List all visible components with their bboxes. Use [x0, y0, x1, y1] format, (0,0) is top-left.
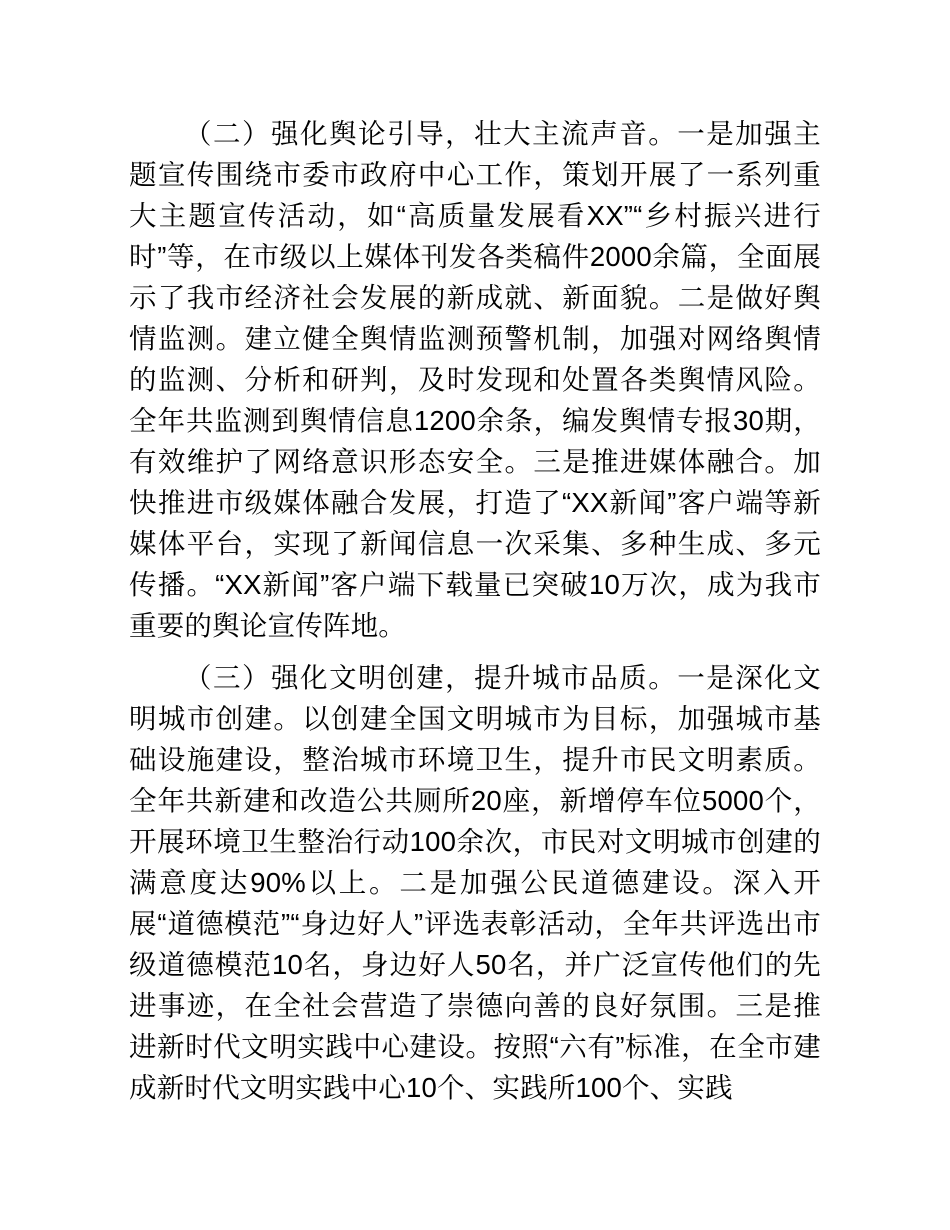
paragraph-section-two: （二）强化舆论引导，壮大主流声音。一是加强主题宣传围绕市委市政府中心工作，策划开展了一系列重大主题宣传活动，如“高质量发展看XX”“乡村振兴进行时”等，在市级以上媒体刊发各类稿件2000余篇，全面展示了我市经济社会发展的新成就、新面貌。二是做好舆情监测。建立健全舆情监测预警机制，加强对网络舆情的监测、分析和研判，及时发现和处置各类舆情风险。全年共监测到舆情信息1200余条，编发舆情专报30期，有效维护了网络意识形态安全。三是推进媒体融合。加快推进市级媒体融合发展，打造了“XX新闻”客户端等新媒体平台，实现了新闻信息一次采集、多种生成、多元传播。“XX新闻”客户端下载量已突破10万次，成为我市重要的舆论宣传阵地。 — [129, 118, 821, 641]
document-text-body — [129, 113, 821, 1108]
paragraph-section-three: （三）强化文明创建，提升城市品质。一是深化文明城市创建。以创建全国文明城市为目标，加强城市基础设施建设，整治城市环境卫生，提升市民文明素质。全年共新建和改造公共厕所20座，新增停车位5000个，开展环境卫生整治行动100余次，市民对文明城市创建的满意度达90%以上。二是加强公民道德建设。深入开展“道德模范”“身边好人”评选表彰活动，全年共评选出市级道德模范10名，身边好人50名，并广泛宣传他们的先进事迹，在全社会营造了崇德向善的良好氛围。三是推进新时代文明实践中心建设。按照“六有”标准，在全市建成新时代文明实践中心10个、实践所100个、实践 — [129, 662, 821, 1103]
